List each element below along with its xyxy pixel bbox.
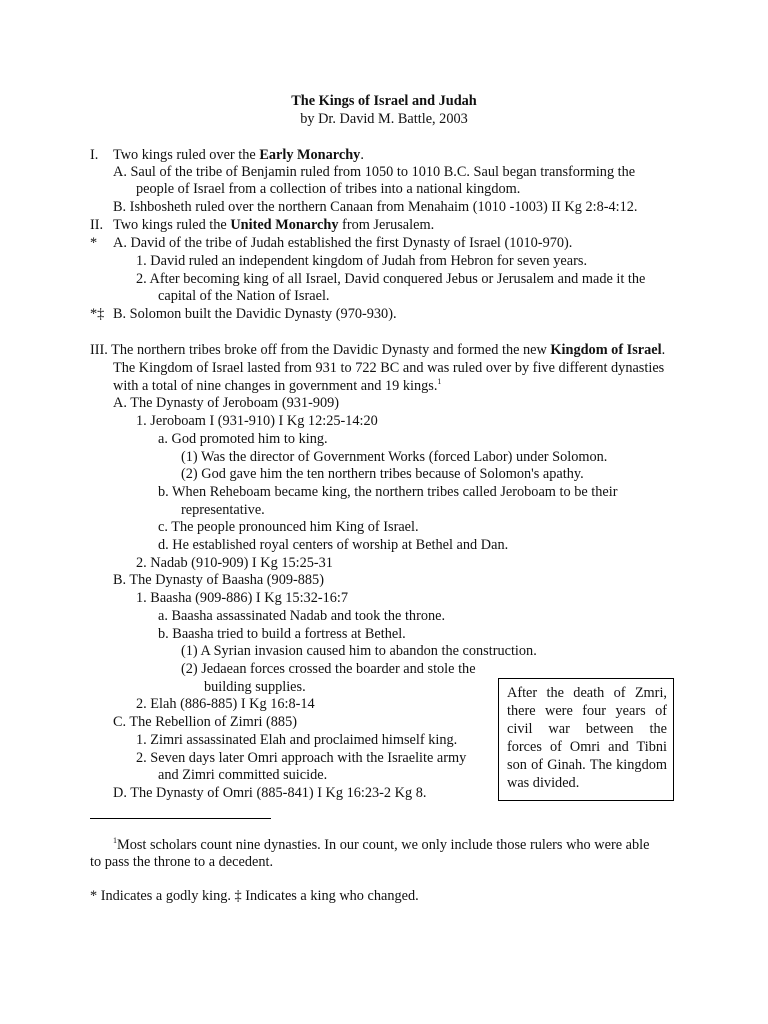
section-iii-item-d: D. The Dynasty of Omri (885-841) I Kg 16:23-2 Kg 8. [113, 785, 427, 801]
section-iii-item-a1b: b. When Reheboam became king, the northern tribes called Jeroboam to be their [158, 484, 618, 500]
section-iii-item-a1: 1. Jeroboam I (931-910) I Kg 12:25-14:20 [136, 413, 378, 429]
section-i-heading: Two kings ruled over the Early Monarchy. [113, 147, 364, 163]
footnote-divider [90, 818, 271, 819]
section-iii-item-b1b2: (2) Jedaean forces crossed the boarder and stole the [181, 661, 476, 677]
byline: by Dr. David M. Battle, 2003 [300, 111, 468, 127]
section-iii-item-a1a2: (2) God gave him the ten northern tribes because of Solomon's apathy. [181, 466, 584, 482]
section-iii-item-b1b1: (1) A Syrian invasion caused him to abandon the construction. [181, 643, 537, 659]
section-iii-item-b2: 2. Elah (886-885) I Kg 16:8-14 [136, 696, 315, 712]
section-ii-item-a2-cont: capital of the Nation of Israel. [158, 288, 330, 304]
section-i-item-b: B. Ishbosheth ruled over the northern Canaan from Menahaim (1010 -1003) II Kg 2:8-4:12. [113, 199, 638, 215]
section-iii-item-a1a: a. God promoted him to king. [158, 431, 328, 447]
section-iii-item-b1a: a. Baasha assassinated Nadab and took the throne. [158, 608, 446, 624]
sidebar-note-box: After the death of Zmri, there were four years of civil war between the forces of Omri and Tibni son of Ginah. The kingdom was divided. [498, 678, 674, 801]
section-i-item-a: A. Saul of the tribe of Benjamin ruled from 1050 to 1010 B.C. Saul began transforming the [113, 164, 636, 180]
footnote-line-1: $^1$Most scholars count nine dynasties. In our count, we only include those rulers who were able [113, 836, 650, 853]
section-ii-number: II. [90, 217, 104, 233]
godly-changed-king-marker: *‡ [90, 306, 105, 322]
section-i-item-a-cont: people of Israel from a collection of tribes into a national kingdom. [136, 181, 521, 197]
section-iii-para-2: The Kingdom of Israel lasted from 931 to 722 BC and was ruled over by five different dynasties [113, 360, 665, 376]
section-iii-item-a2: 2. Nadab (910-909) I Kg 15:25-31 [136, 555, 333, 571]
section-iii-item-c1: 1. Zimri assassinated Elah and proclaimed himself king. [136, 732, 458, 748]
document-title: The Kings of Israel and Judah [291, 93, 477, 109]
section-ii-item-a2: 2. After becoming king of all Israel, David conquered Jebus or Jerusalem and made it the [136, 271, 646, 287]
section-ii-item-a1: 1. David ruled an independent kingdom of Judah from Hebron for seven years. [136, 253, 588, 269]
section-iii-item-c2-cont: and Zimri committed suicide. [158, 767, 328, 783]
section-iii-heading: III. The northern tribes broke off from the Davidic Dynasty and formed the new Kingdom of Israel. [90, 342, 666, 358]
section-ii-item-a: A. David of the tribe of Judah established the first Dynasty of Israel (1010-970). [113, 235, 573, 251]
section-iii-item-b: B. The Dynasty of Baasha (909-885) [113, 572, 324, 588]
section-ii-item-b: B. Solomon built the Davidic Dynasty (970-930). [113, 306, 397, 322]
section-iii-item-c2: 2. Seven days later Omri approach with the Israelite army [136, 750, 467, 766]
section-iii-item-b1b2-cont: building supplies. [204, 679, 306, 695]
footnote-line-2: to pass the throne to a decedent. [90, 854, 274, 870]
footnote-number: 1 [113, 836, 117, 846]
section-iii-item-a1a1: (1) Was the director of Government Works (forced Labor) under Solomon. [181, 449, 608, 465]
section-ii-heading: Two kings ruled the United Monarchy from Jerusalem. [113, 217, 435, 233]
symbol-legend: * Indicates a godly king. ‡ Indicates a king who changed. [90, 888, 419, 904]
section-iii-item-c: C. The Rebellion of Zimri (885) [113, 714, 297, 730]
section-iii-item-a1b-cont: representative. [181, 502, 265, 518]
section-iii-item-a1d: d. He established royal centers of worship at Bethel and Dan. [158, 537, 509, 553]
section-iii-item-a1c: c. The people pronounced him King of Israel. [158, 519, 419, 535]
section-iii-item-b1b: b. Baasha tried to build a fortress at Bethel. [158, 626, 406, 642]
section-i-number: I. [90, 147, 99, 163]
godly-king-marker: * [90, 235, 98, 251]
section-iii-para-3: with a total of nine changes in government and 19 kings.$^1$ [113, 377, 442, 394]
section-iii-item-a: A. The Dynasty of Jeroboam (931-909) [113, 395, 340, 411]
section-iii-item-b1: 1. Baasha (909-886) I Kg 15:32-16:7 [136, 590, 349, 606]
footnote-reference: 1 [437, 377, 442, 387]
